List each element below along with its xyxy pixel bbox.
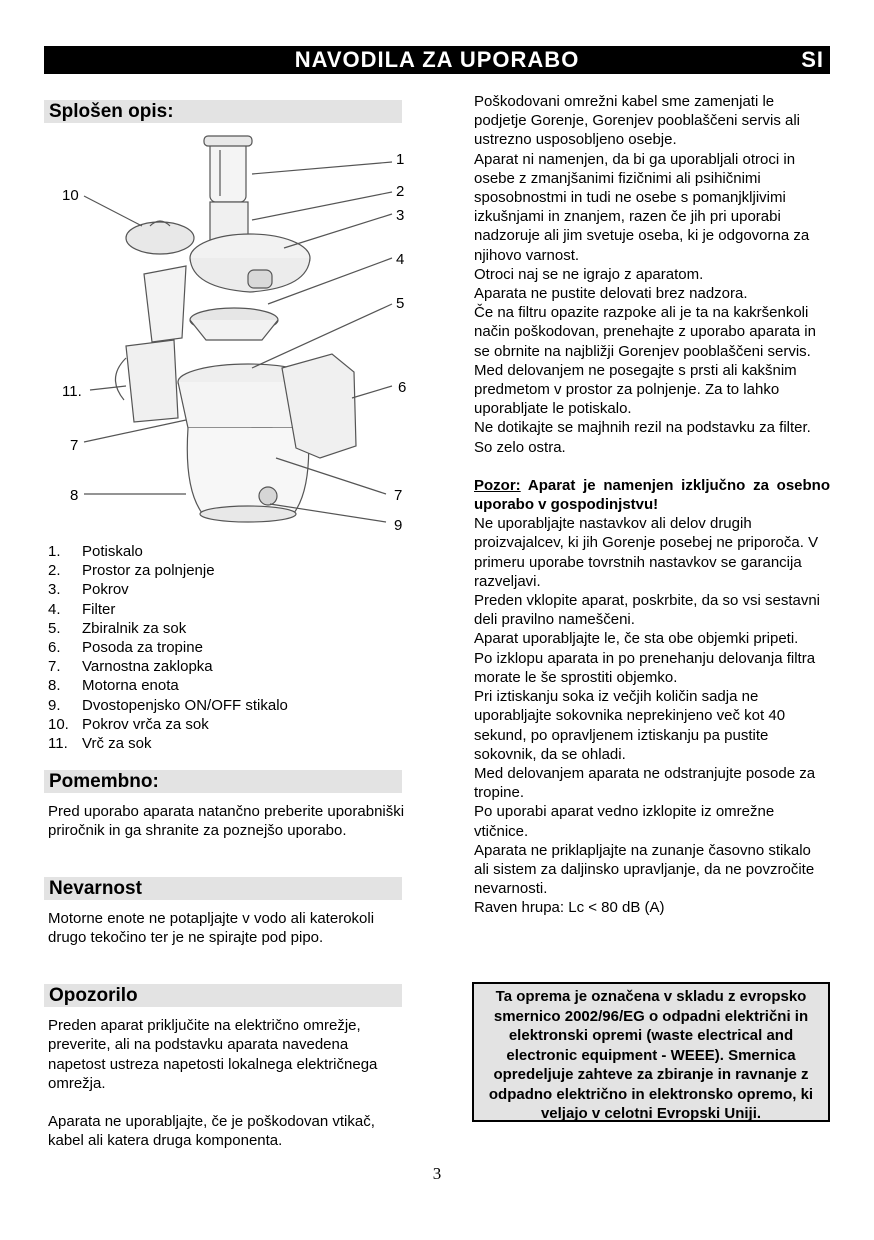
- list-item: 1. Potiskalo: [48, 543, 143, 560]
- caution-label: Pozor:: [474, 476, 521, 494]
- paragraph: Po uporabi aparat vedno izklopite iz omrežne vtičnice.: [474, 803, 775, 840]
- page-header-bar: [44, 46, 830, 74]
- list-item: 7. Varnostna zaklopka: [48, 658, 213, 676]
- section-heading-description: Splošen opis:: [44, 100, 402, 123]
- paragraph: Pri iztiskanju soka iz večjih količin sadja ne uporabljajte sokovnika neprekinjeno več kot 40 sekund, po opravljenem iztiskanju pa pustite sokovnik, da se ohladi.: [474, 688, 786, 763]
- callout-7-left: 7: [70, 437, 79, 454]
- paragraph: Po izklopu aparata in po prenehanju delovanja filtra morate le še sprostiti objemko.: [474, 649, 816, 686]
- list-item: 11. Vrč za sok: [48, 735, 152, 753]
- page-title: NAVODILA ZA UPORABO: [294, 47, 580, 72]
- list-item: 3. Pokrov: [48, 581, 129, 599]
- callout-8: 8: [70, 487, 79, 504]
- paragraph: Aparat uporabljajte le, če sta obe objemki pripeti.: [474, 630, 799, 648]
- paragraph: Aparata ne priklapljajte na zunanje časovno stikalo ali sistem za daljinsko upravljanje, da ne povzročite nevarnosti.: [474, 841, 815, 898]
- paragraph: Če na filtru opazite razpoke ali je ta na kakršenkoli način poškodovan, prenehajte z uporabo aparata in se obrnite na najbližji Gorenjev pooblaščeni servis.: [474, 304, 816, 360]
- paragraph: Raven hrupa: Lc < 80 dB (A): [474, 899, 665, 917]
- list-item: 8. Motorna enota: [48, 677, 179, 695]
- callout-4: 4: [396, 251, 405, 268]
- juicer-exploded-diagram: [56, 128, 416, 538]
- important-text: Pred uporabo aparata natančno preberite uporabniški priročnik in ga shranite za poznejšo uporabo.: [48, 803, 405, 840]
- page-number: 3: [432, 1164, 442, 1183]
- section-heading-important: Pomembno:: [44, 770, 402, 793]
- list-item: 10. Pokrov vrča za sok: [48, 715, 209, 733]
- list-item: 6. Posoda za tropine: [48, 639, 203, 657]
- callout-7-right: 7: [394, 487, 403, 504]
- paragraph: Ne dotikajte se majhnih rezil na podstavku za filter. So zelo ostra.: [474, 419, 811, 456]
- list-item: 2. Prostor za polnjenje: [48, 562, 215, 580]
- right-column: [474, 92, 830, 918]
- warning-text: Preden aparat priključite na električno omrežje, preverite, ali na podstavku aparata navedena napetost ustreza napetosti lokalnega električnega omrežja. Aparata ne uporabljajte, če je poškodovan vtikač, kabel ali katera druga komponenta.: [48, 1017, 378, 1150]
- weee-notice-box: Ta oprema je označena v skladu z evropsko smernico 2002/96/EG o odpadni električni in elektronski opremi (waste electrical and electronic equipment - WEEE). Smernica opredeljuje zahteve za zbiranje in ravnanje z odpadno električno in elektronsko opremo, ki veljajo v celotni Evropski Uniji.: [472, 982, 830, 1122]
- list-item: 4. Filter: [48, 600, 116, 618]
- paragraph: Otroci naj se ne igrajo z aparatom.: [474, 265, 704, 283]
- danger-text: Motorne enote ne potapljajte v vodo ali katerokoli drugo tekočino ter je ne spirajte pod pipo.: [48, 910, 375, 947]
- list-item: 9. Dvostopenjsko ON/OFF stikalo: [48, 696, 288, 714]
- language-code: SI: [801, 47, 824, 72]
- callout-11: 11.: [62, 383, 82, 400]
- parts-list: [48, 542, 408, 753]
- paragraph: Med delovanjem aparata ne odstranjujte posode za tropine.: [474, 764, 816, 802]
- caution-note: Pozor: Aparat je namenjen izključno za osebno uporabo v gospodinjstvu!: [474, 476, 830, 514]
- callout-2: 2: [396, 183, 405, 200]
- paragraph: Poškodovani omrežni kabel sme zamenjati le podjetje Gorenje, Gorenjev pooblaščeni servis ali ustrezno usposobljeno osebje.: [474, 93, 801, 149]
- section-heading-danger: Nevarnost: [44, 877, 402, 900]
- paragraph: Aparata ne pustite delovati brez nadzora.: [474, 285, 748, 303]
- section-heading-warning: Opozorilo: [44, 984, 402, 1007]
- callout-3: 3: [396, 207, 405, 224]
- list-item: 5. Zbiralnik za sok: [48, 619, 187, 637]
- callout-5: 5: [396, 295, 405, 312]
- callout-10: 10: [62, 187, 79, 204]
- callout-6: 6: [398, 379, 407, 396]
- paragraph: Preden vklopite aparat, poskrbite, da so vsi sestavni deli pravilno nameščeni.: [474, 592, 821, 629]
- paragraph: Ne uporabljajte nastavkov ali delov drugih proizvajalcev, ki jih Gorenje posebej ne priporoča. V primeru uporabe tovrstnih nastavkov se garancija razveljavi.: [474, 515, 819, 590]
- paragraph: Aparat ni namenjen, da bi ga uporabljali otroci in osebe z zmanjšanimi fizičnimi ali psihičnimi sposobnostmi in tudi ne osebe s pomanjkljivimi izkušnjami in znanjem, razen če jih pri uporabi nadzoruje ali jim svetuje oseba, ki je odgovorna za njihovo varnost.: [474, 150, 810, 264]
- callout-9: 9: [394, 517, 403, 534]
- paragraph: Med delovanjem ne posegajte s prsti ali kakšnim predmetom v prostor za polnjenje. Za to lahko uporabljate le potiskalo.: [474, 361, 797, 418]
- callout-1: 1: [396, 151, 405, 168]
